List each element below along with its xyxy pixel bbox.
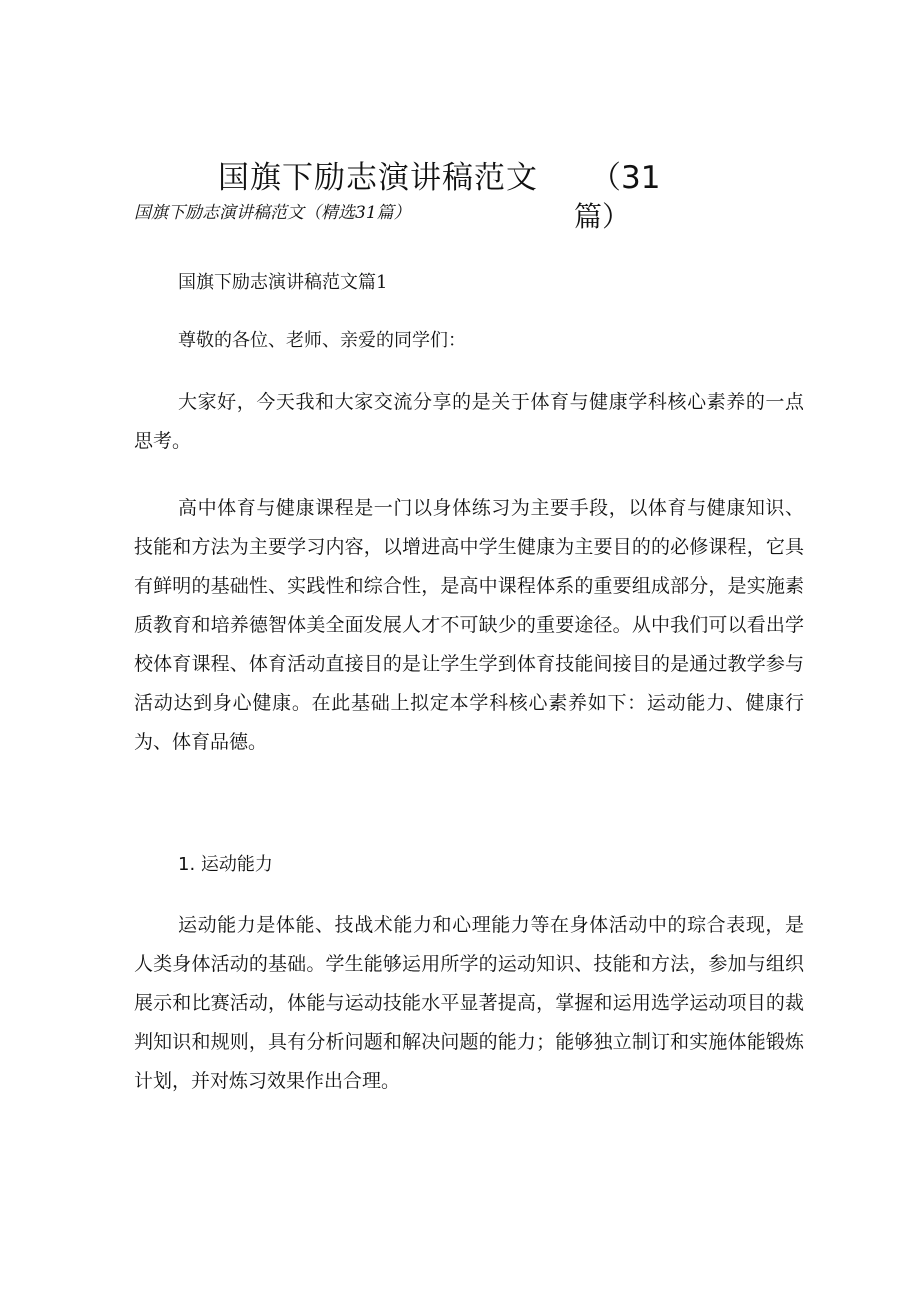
paragraph-course-description: 高中体育与健康课程是一门以身体练习为主要手段，以体育与健康知识、技能和方法为主要学习内容，以增进高中学生健康为主要目的的必修课程，它具有鲜明的基础性、实践性和综合性，是高中课程体系的重要组成部分，是实施素质教育和培养德智体美全面发展人才不可缺少的重要途径。从中我们可以看出学校体育课程、体育活动直接目的是让学生学到体育技能间接目的是通过教学参与活动达到身心健康。在此基础上拟定本学科核心素养如下：运动能力、健康行为、体育品德。 — [134, 497, 804, 753]
numbered-heading-motor-ability: 1. 运动能力 — [178, 854, 273, 875]
document-title-count: （31 — [590, 160, 661, 196]
salutation: 尊敬的各位、老师、亲爱的同学们： — [178, 330, 466, 351]
paragraph-intro: 大家好，今天我和大家交流分享的是关于体育与健康学科核心素养的一点思考。 — [134, 391, 804, 452]
section-heading: 国旗下励志演讲稿范文篇1 — [178, 272, 388, 293]
paragraph-motor-ability: 运动能力是体能、技战术能力和心理能力等在身体活动中的琮合表现，是人类身体活动的基础。学生能够运用所学的运动知识、技能和方法，参加与组织展示和比赛活动，体能与运动技能水平显著提高，掌握和运用选学运动项目的裁判知识和规则，具有分析问题和解决问题的能力；能够独立制订和实施体能锻炼计划，并对炼习效果作出合理。 — [134, 914, 804, 1092]
document-title-tail: 篇） — [574, 200, 631, 233]
document-subtitle: 国旗下励志演讲稿范文（精选31篇） — [134, 203, 411, 223]
document-title: 国旗下励志演讲稿范文 — [218, 160, 538, 196]
